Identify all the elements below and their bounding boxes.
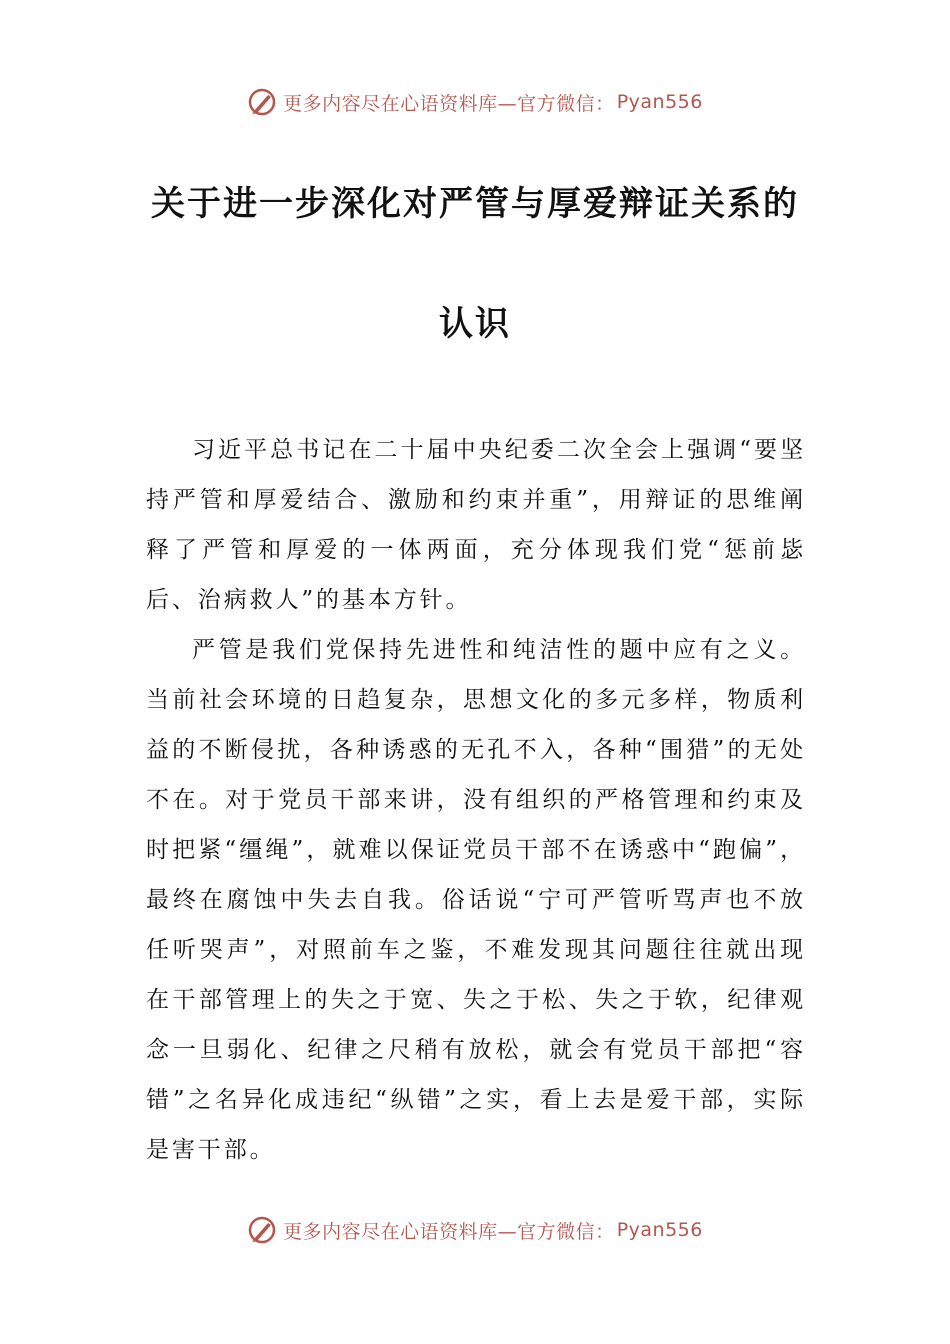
document-title-line-2: 认识 — [439, 304, 511, 344]
watermark-sub-text: —官方微信： — [497, 1220, 615, 1243]
paragraph-1: 习近平总书记在二十届中央纪委二次全会上强调“要坚持严管和厚爱结合、激励和约束并重”，用辩证的思维阐释了严管和厚爱的一体两面，充分体现我们党“惩前毖后、治病救人”的基本方针。 — [146, 437, 806, 613]
header-watermark — [0, 82, 950, 122]
paragraph-2: 严管是我们党保持先进性和纯洁性的题中应有之义。当前社会环境的日趋复杂，思想文化的多元多样，物质利益的不断侵扰，各种诱惑的无孔不入，各种“围猎”的无处不在。对于党员干部来讲，没有组织的严格管理和约束及时把紧“缰绳”，就难以保证党员干部不在诱惑中“跑偏”，最终在腐蚀中失去自我。俗话说“宁可严管听骂声也不放任听哭声”，对照前车之鉴，不难发现其问题往往就出现在干部管理上的失之于宽、失之于松、失之于软，纪律观念一旦弱化、纪律之尺稍有放松，就会有党员干部把“容错”之名异化成违纪“纵错”之实，看上去是爱干部，实际是害干部。 — [146, 637, 806, 1163]
pen-circle-logo-icon — [247, 87, 277, 117]
pen-circle-logo-icon — [247, 1215, 277, 1245]
document-title-line-1: 关于进一步深化对严管与厚爱辩证关系的 — [151, 184, 799, 224]
watermark-wechat-id: Pyan556 — [616, 91, 703, 113]
watermark-main-text: 更多内容尽在心语资料库 — [283, 1220, 498, 1243]
document-body — [146, 425, 806, 1175]
watermark-sub-text: —官方微信： — [497, 92, 615, 115]
watermark-main-text: 更多内容尽在心语资料库 — [283, 92, 498, 115]
watermark-wechat-id: Pyan556 — [616, 1219, 703, 1241]
footer-watermark — [0, 1210, 950, 1250]
